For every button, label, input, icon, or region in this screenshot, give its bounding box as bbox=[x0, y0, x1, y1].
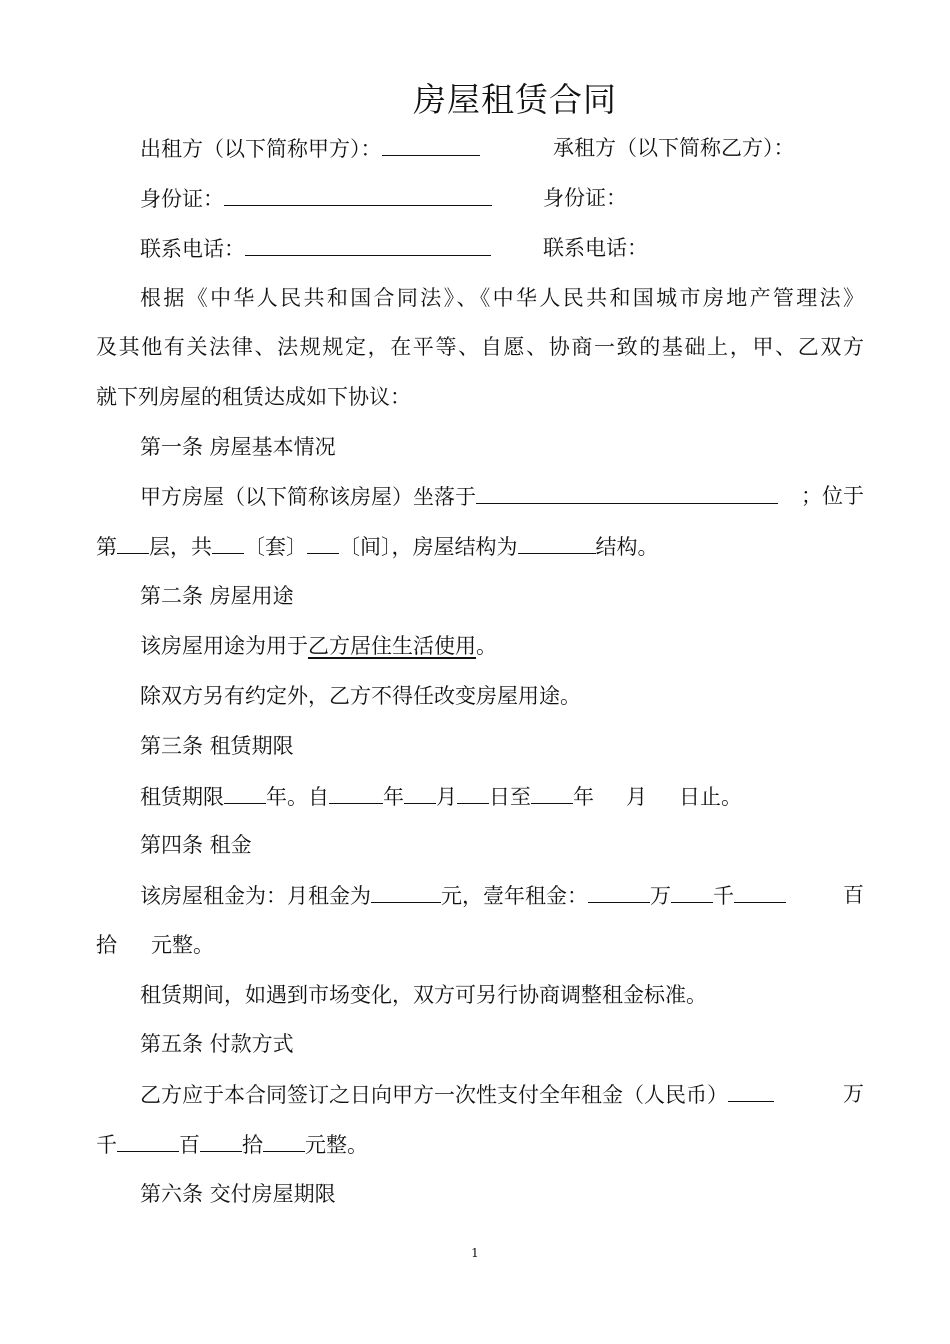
rent-qian-label: 千 bbox=[713, 884, 734, 908]
id-line-a bbox=[140, 183, 492, 214]
structure-suffix: 结构。 bbox=[595, 535, 659, 559]
article-1-location-label: 甲方房屋（以下简称该房屋）坐落于 bbox=[140, 485, 476, 509]
article-4-line-2 bbox=[96, 930, 214, 960]
phone-line-b bbox=[543, 233, 648, 263]
pay-shi-blank bbox=[263, 1129, 305, 1152]
article-1-heading: 第一条 房屋基本情况 bbox=[140, 435, 336, 459]
article-5-line-2 bbox=[96, 1129, 368, 1160]
pay-wan-label: 万 bbox=[843, 1082, 864, 1106]
monthly-rent-blank bbox=[371, 880, 441, 903]
article-4-line-3: 租赁期间，如遇到市场变化，双方可另行协商调整租金标准。 bbox=[140, 983, 707, 1007]
lessor-blank bbox=[382, 133, 480, 156]
pay-shi-label: 拾 bbox=[242, 1133, 263, 1157]
payment-label: 乙方应于本合同签订之日向甲方一次性支付全年租金（人民币） bbox=[140, 1083, 728, 1107]
pay-wan-blank bbox=[728, 1079, 774, 1102]
annual-rent-label: 元，壹年租金： bbox=[441, 884, 588, 908]
pay-qian-blank bbox=[117, 1129, 179, 1152]
start-year-blank bbox=[329, 781, 383, 804]
article-3-line-1 bbox=[140, 781, 742, 812]
start-month-blank bbox=[404, 781, 436, 804]
contract-title: 房屋租赁合同 bbox=[413, 80, 617, 119]
phone-label-b: 联系电话： bbox=[543, 236, 648, 260]
end-year-label: 年 bbox=[573, 785, 594, 809]
start-day-blank bbox=[457, 781, 489, 804]
lessee-line bbox=[553, 133, 795, 163]
article-2-line-2: 除双方另有约定外，乙方不得任改变房屋用途。 bbox=[140, 684, 581, 708]
phone-line-a bbox=[140, 233, 491, 264]
article-3-heading: 第三条 租赁期限 bbox=[140, 734, 294, 758]
article-1-line-1 bbox=[140, 481, 864, 512]
lessor-label: 出租方（以下简称甲方）： bbox=[140, 137, 382, 161]
purpose-value: 乙方居住生活使用 bbox=[308, 634, 476, 658]
rent-shi-label: 拾 bbox=[96, 933, 117, 957]
structure-label: 〔间〕，房屋结构为 bbox=[339, 535, 518, 559]
article-1-floor-label: ；位于 bbox=[801, 484, 864, 508]
rent-qian-blank bbox=[671, 880, 713, 903]
id-blank-a bbox=[224, 183, 492, 206]
article-6-heading: 第六条 交付房屋期限 bbox=[140, 1182, 336, 1206]
floor-blank bbox=[117, 531, 149, 554]
floor-suffix: 层，共 bbox=[149, 535, 212, 559]
rent-wan-blank bbox=[588, 880, 650, 903]
suite-label: 〔套〕 bbox=[244, 535, 307, 559]
phone-blank-a bbox=[245, 233, 491, 256]
rent-bai-label: 百 bbox=[843, 883, 864, 907]
term-label: 租赁期限 bbox=[140, 785, 224, 809]
preamble-line-3: 就下列房屋的租赁达成如下协议： bbox=[96, 385, 411, 409]
pay-bai-blank bbox=[200, 1129, 242, 1152]
article-5-line-1 bbox=[140, 1079, 864, 1110]
floor-prefix: 第 bbox=[96, 535, 117, 559]
suite-blank bbox=[212, 531, 244, 554]
end-day-label: 日止。 bbox=[679, 785, 742, 809]
purpose-period: 。 bbox=[476, 634, 497, 658]
term-years-blank bbox=[224, 781, 266, 804]
article-2-line-1 bbox=[140, 631, 497, 661]
term-from-label: 年。自 bbox=[266, 785, 329, 809]
rent-yuan-label: 元整。 bbox=[151, 933, 214, 957]
pay-yuan-label: 元整。 bbox=[305, 1133, 368, 1157]
pay-qian-label: 千 bbox=[96, 1133, 117, 1157]
start-year-label: 年 bbox=[383, 785, 404, 809]
rent-wan-label: 万 bbox=[650, 884, 671, 908]
id-label-a: 身份证： bbox=[140, 187, 224, 211]
article-4-heading: 第四条 租金 bbox=[140, 833, 252, 857]
end-month-label: 月 bbox=[626, 785, 647, 809]
pay-bai-label: 百 bbox=[179, 1133, 200, 1157]
id-line-b bbox=[543, 183, 627, 213]
preamble-line-2: 及其他有关法律、法规规定，在平等、自愿、协商一致的基础上，甲、乙双方 bbox=[96, 335, 864, 359]
end-label: 日至 bbox=[489, 785, 531, 809]
phone-label-a: 联系电话： bbox=[140, 237, 245, 261]
purpose-label: 该房屋用途为用于 bbox=[140, 634, 308, 658]
structure-blank bbox=[518, 531, 596, 554]
id-label-b: 身份证： bbox=[543, 186, 627, 210]
preamble-line-1: 根据《中华人民共和国合同法》、《中华人民共和国城市房地产管理法》 bbox=[140, 286, 864, 310]
start-month-label: 月 bbox=[436, 785, 457, 809]
monthly-rent-label: 该房屋租金为：月租金为 bbox=[140, 884, 371, 908]
lessor-line bbox=[140, 133, 480, 164]
article-2-heading: 第二条 房屋用途 bbox=[140, 584, 294, 608]
lessee-label: 承租方（以下简称乙方）： bbox=[553, 136, 795, 160]
end-year-blank bbox=[531, 781, 573, 804]
page-number: 1 bbox=[471, 1246, 479, 1260]
article-1-line-2 bbox=[96, 531, 659, 562]
article-5-heading: 第五条 付款方式 bbox=[140, 1032, 294, 1056]
location-blank bbox=[476, 481, 778, 504]
rent-bai-blank bbox=[734, 880, 786, 903]
article-4-line-1 bbox=[140, 880, 864, 911]
room-blank bbox=[307, 531, 339, 554]
